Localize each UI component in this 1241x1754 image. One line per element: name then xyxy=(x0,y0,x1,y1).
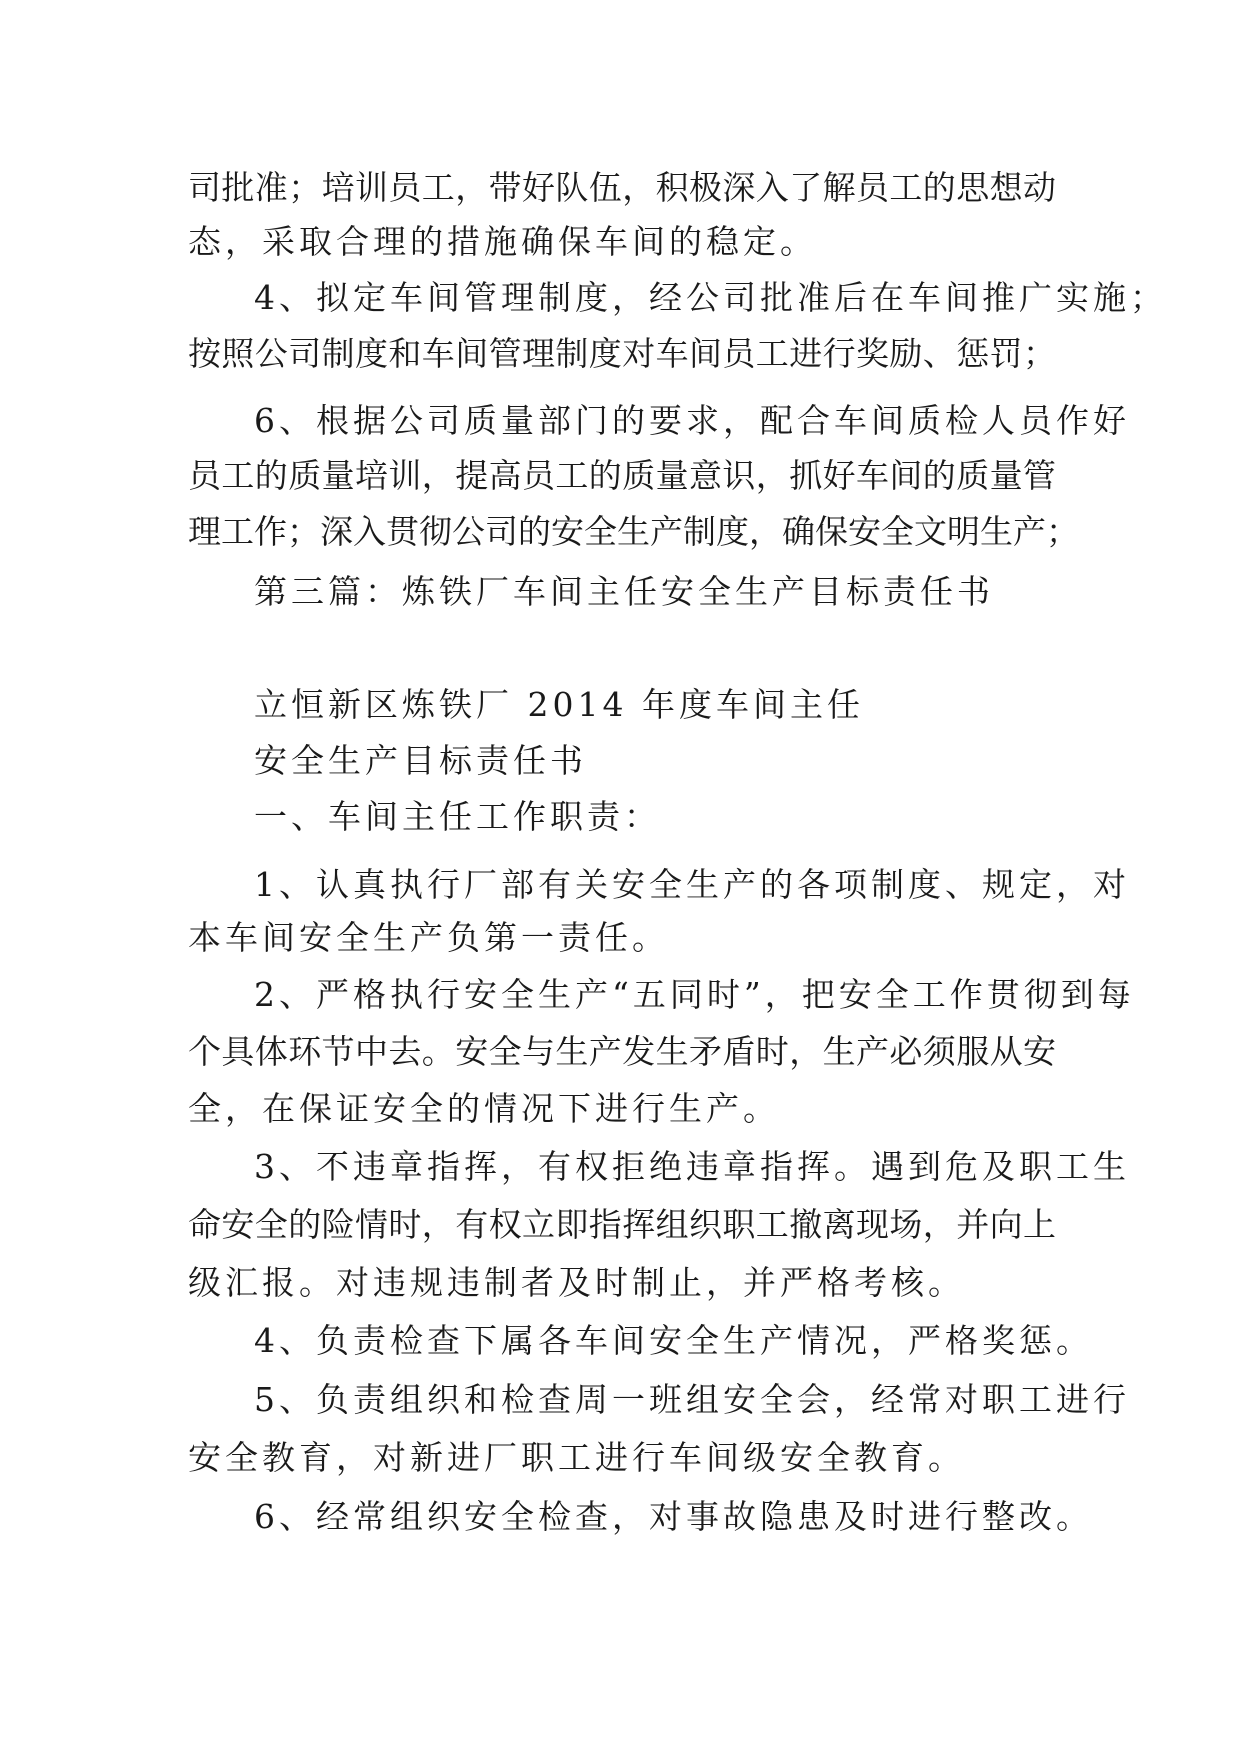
text-line-content: 4、负责检查下属各车间安全生产情况，严格奖惩。 xyxy=(254,1321,1093,1360)
text-line xyxy=(0,1428,1241,1488)
list-heading-text: 一、车间主任工作职责： xyxy=(254,797,661,836)
text-line xyxy=(0,212,1241,272)
text-line xyxy=(0,1253,1241,1313)
text-line xyxy=(0,324,1241,384)
document-title-line xyxy=(0,675,1241,735)
text-line-content: 命安全的险情时，有权立即指挥组织职工撤离现场，并向上 xyxy=(188,1205,1056,1244)
text-line-content: 安全教育，对新进厂职工进行车间级安全教育。 xyxy=(188,1438,965,1477)
document-title-text: 立恒新区炼铁厂 2014 年度车间主任 xyxy=(254,685,864,724)
text-line xyxy=(0,1311,1241,1371)
text-line xyxy=(0,446,1241,506)
text-line-content: 本车间安全生产负第一责任。 xyxy=(188,918,669,957)
text-line xyxy=(0,391,1241,451)
text-line-content: 个具体环节中去。安全与生产发生矛盾时，生产必须服从安 xyxy=(188,1032,1056,1071)
text-line-content: 司批准；培训员工，带好队伍，积极深入了解员工的思想动 xyxy=(188,168,1056,207)
text-line-content: 5、负责组织和检查周一班组安全会，经常对职工进行 xyxy=(254,1380,1130,1419)
text-line-content: 理工作；深入贯彻公司的安全生产制度，确保安全文明生产； xyxy=(188,512,1079,551)
text-line xyxy=(0,965,1241,1025)
text-line xyxy=(0,1487,1241,1547)
section-heading xyxy=(0,562,1241,622)
text-line-content: 3、不违章指挥，有权拒绝违章指挥。遇到危及职工生 xyxy=(254,1147,1130,1186)
text-line-content: 级汇报。对违规违制者及时制止，并严格考核。 xyxy=(188,1263,965,1302)
text-line-content: 6、根据公司质量部门的要求，配合车间质检人员作好 xyxy=(254,401,1130,440)
text-line xyxy=(0,1370,1241,1430)
text-line-content: 2、严格执行安全生产“五同时”，把安全工作贯彻到每 xyxy=(254,975,1135,1014)
text-line-content: 全，在保证安全的情况下进行生产。 xyxy=(188,1089,780,1128)
document-subtitle-line xyxy=(0,731,1241,791)
text-line xyxy=(0,502,1241,562)
text-line-content: 1、认真执行厂部有关安全生产的各项制度、规定，对 xyxy=(254,865,1130,904)
text-line-content: 4、拟定车间管理制度，经公司批准后在车间推广实施； xyxy=(254,278,1167,317)
text-line xyxy=(0,1195,1241,1255)
text-line xyxy=(0,268,1241,328)
text-line xyxy=(0,1022,1241,1082)
text-line xyxy=(0,158,1241,218)
text-line-content: 员工的质量培训，提高员工的质量意识，抓好车间的质量管 xyxy=(188,456,1056,495)
text-line-content: 态，采取合理的措施确保车间的稳定。 xyxy=(188,222,817,261)
section-heading-text: 第三篇：炼铁厂车间主任安全生产目标责任书 xyxy=(254,572,994,611)
list-heading xyxy=(0,787,1241,847)
document-subtitle-text: 安全生产目标责任书 xyxy=(254,741,587,780)
text-line xyxy=(0,1137,1241,1197)
text-line xyxy=(0,1079,1241,1139)
text-line xyxy=(0,908,1241,968)
text-line-content: 按照公司制度和车间管理制度对车间员工进行奖励、惩罚； xyxy=(188,334,1056,373)
text-line xyxy=(0,855,1241,915)
text-line-content: 6、经常组织安全检查，对事故隐患及时进行整改。 xyxy=(254,1497,1093,1536)
